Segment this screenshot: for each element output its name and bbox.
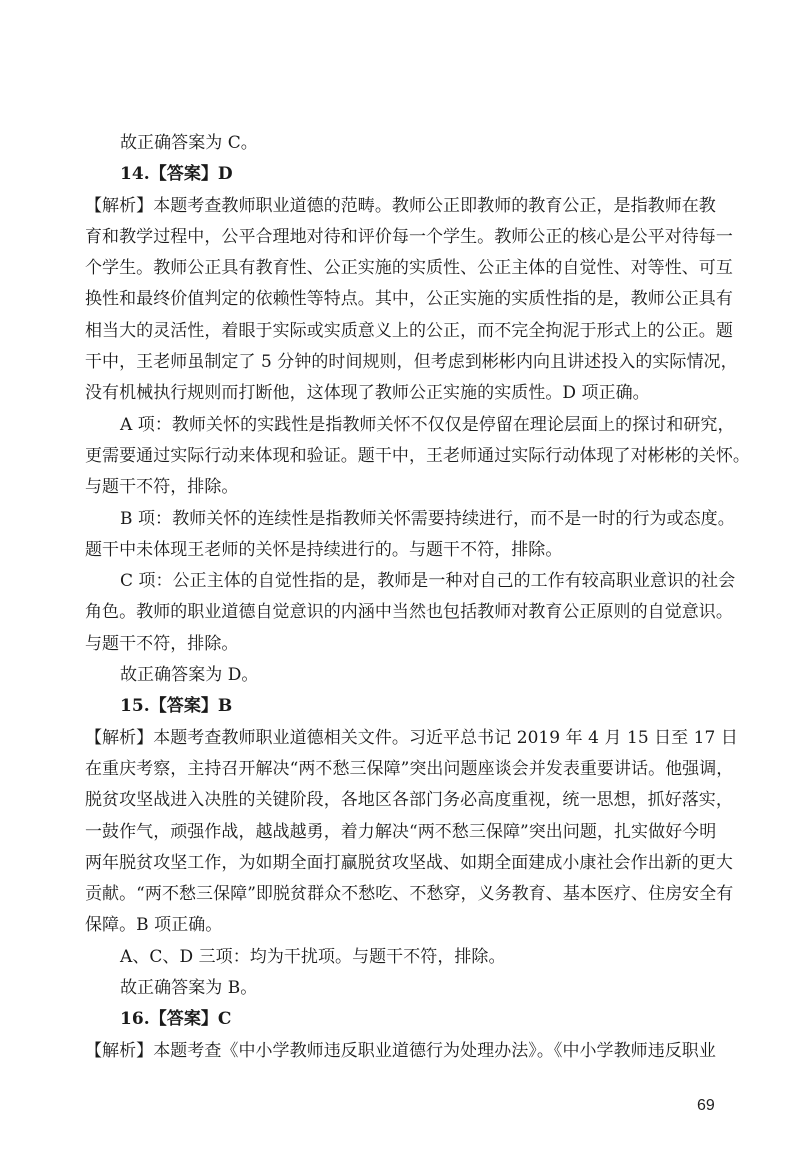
answer-heading-15: 15.【答案】B: [120, 696, 233, 717]
analysis-line: 一鼓作气，顽强作战，越战越勇，着力解决“两不愁三保障”突出问题，扎实做好今明: [85, 821, 717, 842]
option-b-explanation: B 项：教师关怀的连续性是指教师关怀需要持续进行，而不是一时的行为或态度。: [120, 508, 735, 529]
analysis-line: 相当大的灵活性，着眼于实际或实质意义上的公正，而不完全拘泥于形式上的公正。题: [85, 320, 733, 341]
answer-conclusion-13: 故正确答案为 C。: [120, 133, 258, 153]
page-number: 69: [697, 1097, 715, 1114]
option-acd-explanation: A、C、D 三项：均为干扰项。与题干不符，排除。: [120, 946, 506, 967]
analysis-line: 【解析】本题考查教师职业道德相关文件。习近平总书记 2019 年 4 月 15 日至 17 日: [85, 727, 738, 748]
answer-conclusion-14: 故正确答案为 D。: [120, 665, 259, 686]
option-c-explanation-cont: 与题干不符，排除。: [85, 633, 239, 654]
analysis-line: 干中，王老师虽制定了 5 分钟的时间规则，但考虑到彬彬内向且讲述投入的实际情况，: [85, 352, 738, 373]
analysis-line: 脱贫攻坚战进入决胜的关键阶段，各地区各部门务必高度重视，统一思想，抓好落实，: [85, 790, 733, 811]
answer-conclusion-15: 故正确答案为 B。: [120, 978, 258, 999]
page-body: [85, 128, 750, 1067]
analysis-line: 没有机械执行规则而打断他，这体现了教师公正实施的实质性。D 项正确。: [85, 383, 650, 404]
analysis-line: 育和教学过程中，公平合理地对待和评价每一个学生。教师公正的核心是公平对待每一: [85, 226, 733, 247]
option-a-explanation-cont: 与题干不符，排除。: [85, 477, 239, 498]
analysis-line: 【解析】本题考查教师职业道德的范畴。教师公正即教师的教育公正，是指教师在教: [85, 195, 716, 216]
option-a-explanation: A 项：教师关怀的实践性是指教师关怀不仅仅是停留在理论层面上的探讨和研究，: [120, 414, 735, 435]
analysis-line: 个学生。教师公正具有教育性、公正实施的实质性、公正主体的自觉性、对等性、可互: [85, 258, 733, 279]
analysis-line: 两年脱贫攻坚工作，为如期全面打赢脱贫攻坚战、如期全面建成小康社会作出新的更大: [85, 852, 733, 873]
analysis-line: 贡献。“两不愁三保障”即脱贫群众不愁吃、不愁穿，义务教育、基本医疗、住房安全有: [85, 884, 734, 905]
option-a-explanation-cont: 更需要通过实际行动来体现和验证。题干中，王老师通过实际行动体现了对彬彬的关怀。: [85, 445, 750, 466]
analysis-line: 【解析】本题考查《中小学教师违反职业道德行为处理办法》。《中小学教师违反职业: [85, 1040, 716, 1061]
answer-heading-16: 16.【答案】C: [120, 1009, 232, 1030]
analysis-line: 换性和最终价值判定的依赖性等特点。其中，公正实施的实质性指的是，教师公正具有: [85, 289, 733, 310]
option-c-explanation-cont: 角色。教师的职业道德自觉意识的内涵中当然也包括教师对教育公正原则的自觉意识。: [85, 602, 733, 623]
option-c-explanation: C 项：公正主体的自觉性指的是，教师是一种对自己的工作有较高职业意识的社会: [120, 571, 736, 592]
analysis-line: 保障。B 项正确。: [85, 915, 223, 936]
option-b-explanation-cont: 题干中未体现王老师的关怀是持续进行的。与题干不符，排除。: [85, 539, 563, 560]
analysis-line: 在重庆考察，主持召开解决“两不愁三保障”突出问题座谈会并发表重要讲话。他强调，: [85, 758, 734, 779]
answer-heading-14: 14.【答案】D: [120, 164, 233, 185]
